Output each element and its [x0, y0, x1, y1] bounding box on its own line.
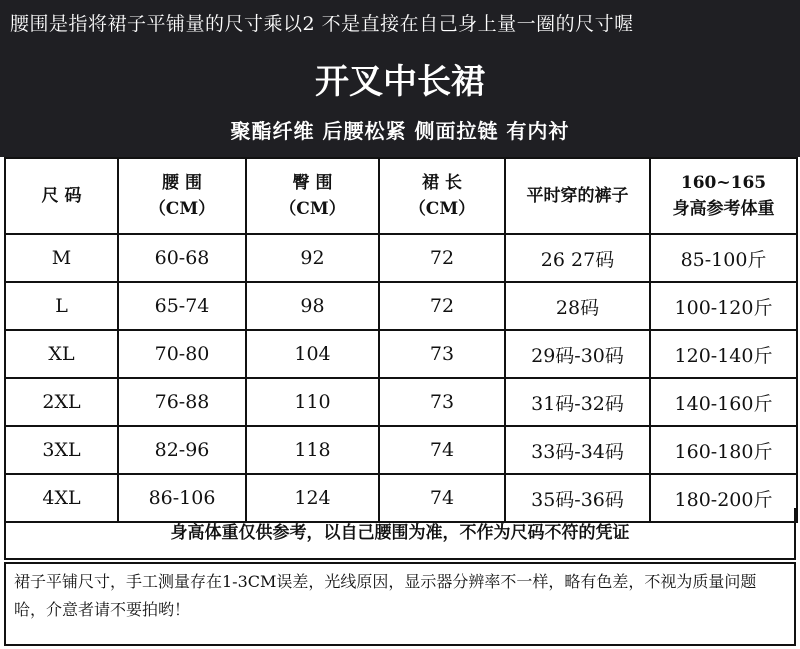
product-title: 开叉中长裙: [315, 62, 485, 102]
cell-pants-size: 28码: [505, 282, 650, 330]
cell-length: 73: [379, 330, 505, 378]
reference-disclaimer: 身高体重仅供参考，以自己腰围为准，不作为尺码不符的凭证: [4, 508, 796, 560]
cell-weight: 120-140斤: [650, 330, 797, 378]
cell-length: 73: [379, 378, 505, 426]
cell-waist: 86-106: [118, 474, 246, 522]
product-features: 聚酯纤维 后腰松紧 侧面拉链 有内衬: [230, 119, 570, 143]
measurement-note: 腰围是指将裙子平铺量的尺寸乘以2 不是直接在自己身上量一圈的尺寸喔: [10, 13, 634, 35]
cell-hip: 110: [246, 378, 379, 426]
table-row: [5, 330, 797, 378]
cell-waist: 82-96: [118, 426, 246, 474]
cell-weight: 100-120斤: [650, 282, 797, 330]
cell-size: XL: [5, 330, 118, 378]
cell-hip: 118: [246, 426, 379, 474]
cell-pants-size: 33码-34码: [505, 426, 650, 474]
table-header-row: [5, 158, 797, 234]
cell-hip: 124: [246, 474, 379, 522]
header-length: 裙 长 （CM）: [379, 158, 505, 234]
cell-pants-size: 29码-30码: [505, 330, 650, 378]
cell-length: 72: [379, 282, 505, 330]
table-row: [5, 282, 797, 330]
header-weight: 160~165 身高参考体重: [650, 158, 797, 234]
cell-weight: 140-160斤: [650, 378, 797, 426]
cell-waist: 60-68: [118, 234, 246, 282]
cell-waist: 76-88: [118, 378, 246, 426]
cell-size: M: [5, 234, 118, 282]
cell-waist: 65-74: [118, 282, 246, 330]
cell-size: 2XL: [5, 378, 118, 426]
cell-size: L: [5, 282, 118, 330]
cell-size: 4XL: [5, 474, 118, 522]
cell-pants-size: 26 27码: [505, 234, 650, 282]
header-hip: 臀 围 （CM）: [246, 158, 379, 234]
table-row: [5, 234, 797, 282]
cell-weight: 180-200斤: [650, 474, 797, 522]
cell-hip: 104: [246, 330, 379, 378]
size-chart-table: [4, 157, 798, 523]
cell-size: 3XL: [5, 426, 118, 474]
cell-pants-size: 31码-32码: [505, 378, 650, 426]
header-size: 尺 码: [5, 158, 118, 234]
table-row: [5, 378, 797, 426]
header-banner: [0, 0, 800, 157]
header-waist: 腰 围 （CM）: [118, 158, 246, 234]
header-pants-size: 平时穿的裤子: [505, 158, 650, 234]
cell-hip: 98: [246, 282, 379, 330]
cell-hip: 92: [246, 234, 379, 282]
cell-length: 74: [379, 426, 505, 474]
cell-waist: 70-80: [118, 330, 246, 378]
cell-length: 74: [379, 474, 505, 522]
cell-weight: 85-100斤: [650, 234, 797, 282]
measurement-footnote: 裙子平铺尺寸，手工测量存在1-3CM误差，光线原因，显示器分辨率不一样，略有色差，不视为质量问题哈，介意者请不要拍哟！: [4, 562, 796, 646]
cell-weight: 160-180斤: [650, 426, 797, 474]
cell-pants-size: 35码-36码: [505, 474, 650, 522]
table-row: [5, 426, 797, 474]
cell-length: 72: [379, 234, 505, 282]
